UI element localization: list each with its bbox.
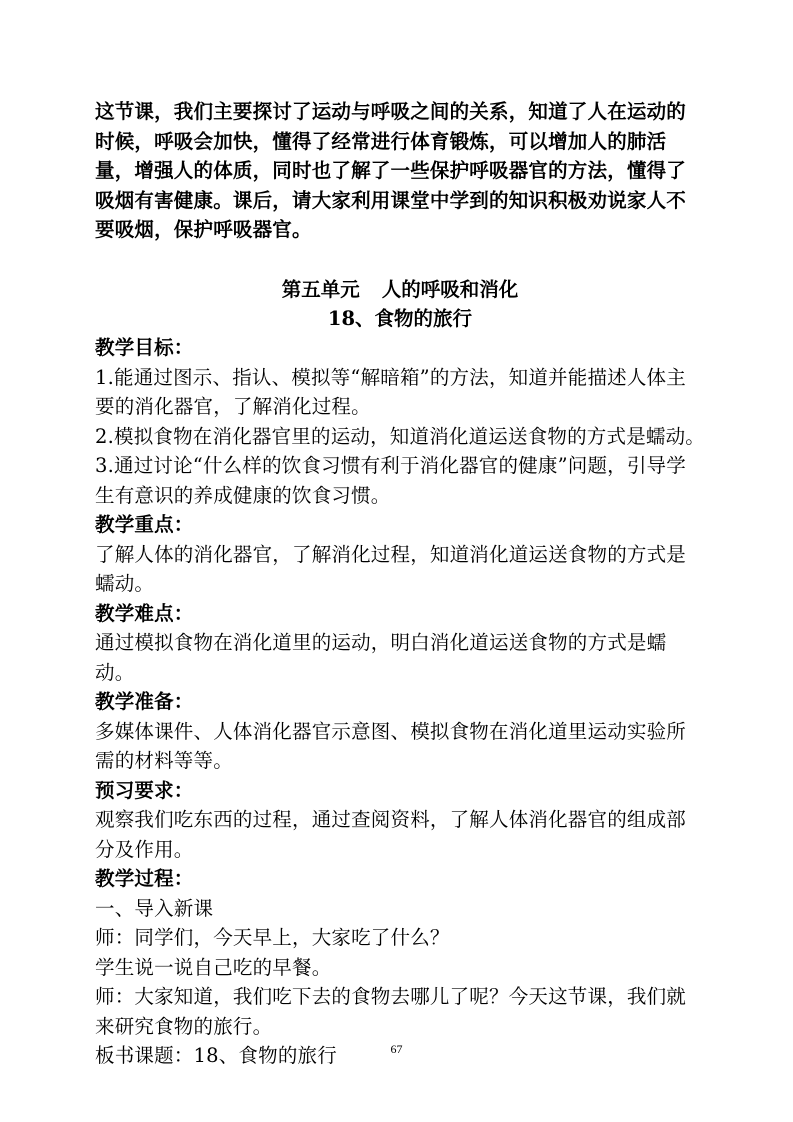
- unit-title: [95, 275, 705, 305]
- objective-item: 1.能通过图示、指认、模拟等“解暗箱”的方法，知道并能描述人体主要的消化器官，了解消化过程。: [95, 365, 686, 418]
- objective-item: 3.通过讨论“什么样的饮食习惯有利于消化器官的健康”问题，引导学生有意识的养成健康的饮食习惯。: [95, 454, 686, 507]
- process-heading: 教学过程：: [95, 867, 194, 890]
- preparation-heading: 教学准备：: [95, 690, 194, 713]
- intro-paragraph: [95, 97, 705, 245]
- objective-item: 2.模拟食物在消化器官里的运动，知道消化道运送食物的方式是蠕动。: [95, 424, 706, 448]
- objectives-heading: 教学目标：: [95, 336, 194, 359]
- dialogue-line: 学生说一说自己吃的早餐。: [95, 955, 332, 979]
- preview-text: 观察我们吃东西的过程，通过查阅资料，了解人体消化器官的组成部分及作用。: [95, 808, 687, 861]
- dialogue-line: 板书课题：18、食物的旅行: [95, 1044, 337, 1067]
- unit-number: 第五单元: [281, 278, 360, 301]
- dialogue-line: 师：同学们，今天早上，大家吃了什么？: [95, 926, 450, 949]
- preview-heading: 预习要求：: [95, 778, 194, 802]
- lesson-title: 18、食物的旅行: [327, 307, 473, 330]
- difficulties-heading: 教学难点：: [95, 601, 194, 625]
- difficulties-text: 通过模拟食物在消化道里的运动，明白消化道运送食物的方式是蠕动。: [95, 631, 667, 684]
- page-number: 67: [390, 1042, 403, 1056]
- process-step: 一、导入新课: [95, 896, 214, 920]
- key-points-heading: 教学重点：: [95, 513, 194, 536]
- dialogue-line: 师：大家知道，我们吃下去的食物去哪儿了呢？今天这节课，我们就来研究食物的旅行。: [95, 985, 687, 1038]
- key-points-text: 了解人体的消化器官，了解消化过程，知道消化道运送食物的方式是蠕动。: [95, 542, 687, 595]
- unit-name: 人的呼吸和消化: [381, 278, 519, 301]
- preparation-text: 多媒体课件、人体消化器官示意图、模拟食物在消化道里运动实验所需的材料等等。: [95, 719, 687, 772]
- lesson-body: [95, 333, 705, 1071]
- intro-text: 这节课，我们主要探讨了运动与呼吸之间的关系，知道了人在运动的时候，呼吸会加快，懂得了经常进行体育锻炼，可以增加人的肺活量，增强人的体质，同时也了解了一些保护呼吸器官的方法，懂得了吸烟有害健康。课后，请大家利用课堂中学到的知识积极劝说家人不要吸烟，保护呼吸器官。: [95, 100, 687, 241]
